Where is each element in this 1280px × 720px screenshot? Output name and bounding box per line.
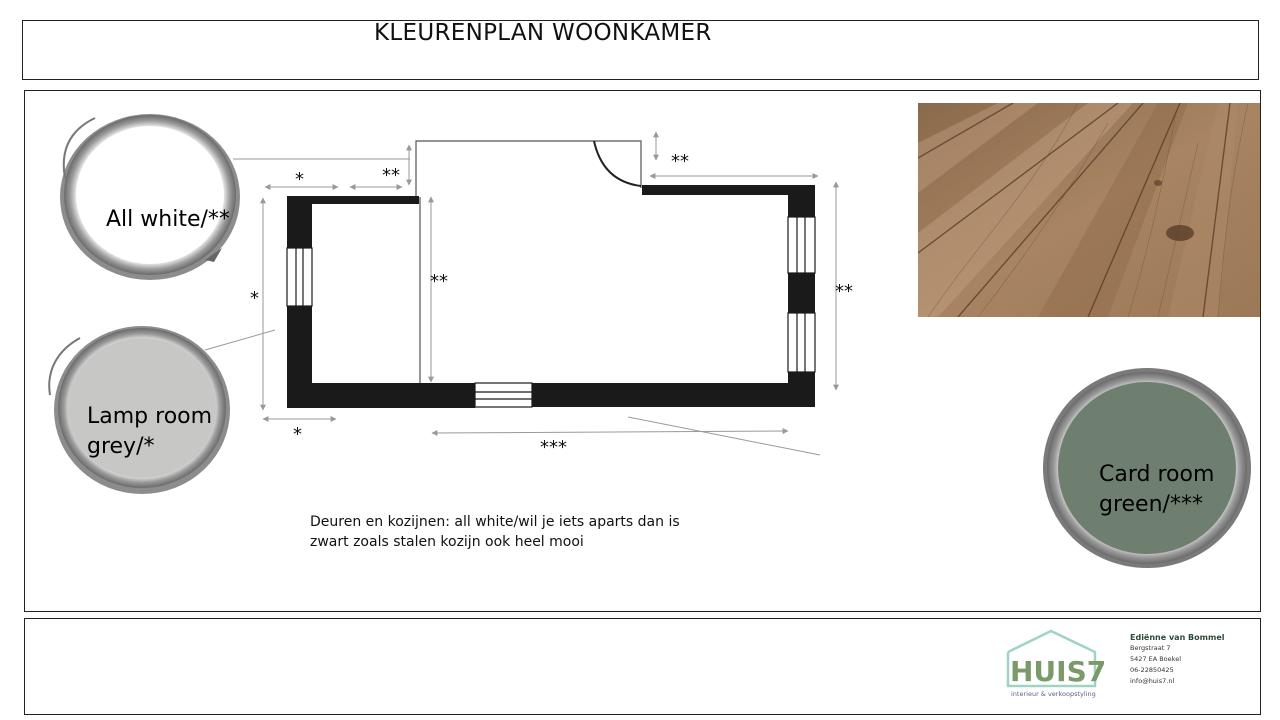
logo-text: HUIS7 <box>1010 655 1107 688</box>
label-grey-line-2: grey/* <box>87 434 155 459</box>
note-line-2: zwart zoals stalen kozijn ook heel mooi <box>310 534 584 550</box>
paint-can-white <box>60 114 240 280</box>
marker-bottom-left: * <box>293 424 302 445</box>
leader-line-green <box>628 417 820 455</box>
label-grey-line-1: Lamp room <box>87 404 213 429</box>
label-green-line-2: green/*** <box>1099 492 1203 517</box>
marker-top-left: * <box>295 169 304 190</box>
contact-street: Bergstraat 7 <box>1130 644 1171 652</box>
marker-top-right: ** <box>671 151 689 172</box>
doors-frames-note <box>310 512 680 552</box>
marker-top-mid: ** <box>382 165 400 186</box>
note-line-1: Deuren en kozijnen: all white/wil je iets aparts dan is <box>310 514 680 530</box>
marker-left-wall: * <box>250 288 259 309</box>
contact-city: 5427 EA Boekel <box>1130 655 1182 663</box>
logo-tagline: interieur & verkoopstyling <box>1011 690 1096 698</box>
plan-windows <box>287 217 815 407</box>
plan-outline <box>416 141 641 383</box>
contact-email: info@huis7.nl <box>1130 677 1175 685</box>
huis7-logo <box>1008 631 1106 698</box>
page-title: KLEURENPLAN WOONKAMER <box>374 20 712 46</box>
contact-phone: 06-22850425 <box>1130 666 1174 674</box>
contact-name: Ediënne van Bommel <box>1130 633 1225 642</box>
label-green-line-1: Card room <box>1099 462 1215 487</box>
label-card-room-green <box>1099 460 1214 520</box>
marker-right-wall: ** <box>835 281 853 302</box>
marker-bottom-mid: *** <box>540 437 567 458</box>
contact-block <box>1130 632 1225 687</box>
label-all-white: All white/** <box>106 207 230 232</box>
marker-inner-wall: ** <box>430 271 448 292</box>
label-lamp-room-grey <box>87 402 212 462</box>
leader-line-grey <box>205 330 275 350</box>
plan-walls <box>287 185 815 408</box>
